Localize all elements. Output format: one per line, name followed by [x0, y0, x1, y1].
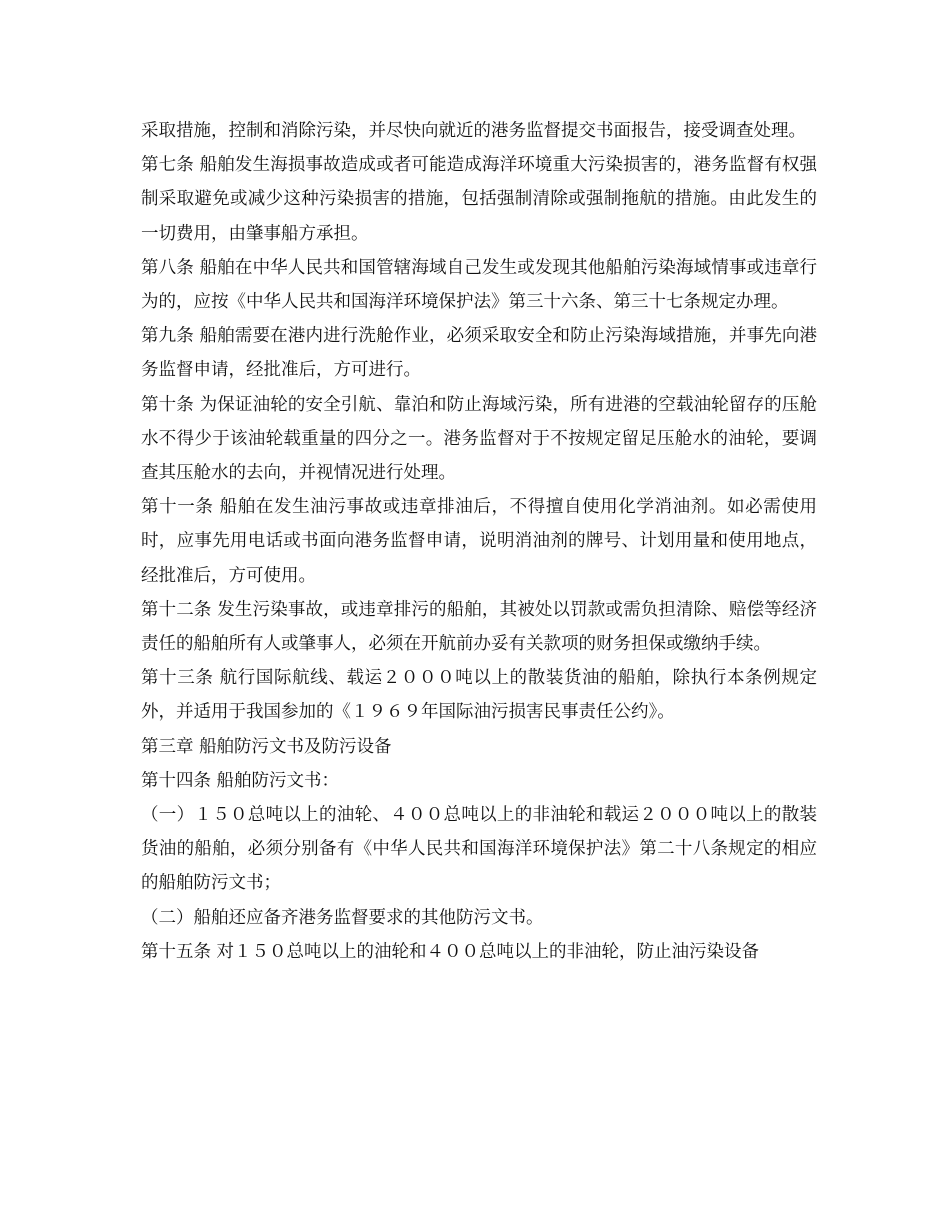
article-9: 第九条 船舶需要在港内进行洗舱作业，必须采取安全和防止污染海域措施，并事先向港务监督申请，经批准后，方可进行。 — [141, 326, 817, 381]
article-13: 第十三条 航行国际航线、载运２０００吨以上的散装货油的船舶，除执行本条例规定外，并适用于我国参加的《１９６９年国际油污损害民事责任公约》。 — [141, 668, 817, 723]
article-14: 第十四条 船舶防污文书： — [141, 770, 340, 791]
article-10: 第十条 为保证油轮的安全引航、靠泊和防止海域污染，所有进港的空载油轮留存的压舱水不得少于该油轮载重量的四分之一。港务监督对于不按规定留足压舱水的油轮，要调查其压舱水的去向，并视情况进行处理。 — [141, 394, 817, 484]
document-body — [141, 114, 817, 969]
article-8: 第八条 船舶在中华人民共和国管辖海域自己发生或发现其他船舶污染海域情事或违章行为的，应按《中华人民共和国海洋环境保护法》第三十六条、第三十七条规定办理。 — [141, 257, 817, 313]
article-12: 第十二条 发生污染事故，或违章排污的船舶，其被处以罚款或需负担清除、赔偿等经济责任的船舶所有人或肇事人，必须在开航前办妥有关款项的财务担保或缴纳手续。 — [141, 599, 817, 655]
article-11: 第十一条 船舶在发生油污事故或违章排油后，不得擅自使用化学消油剂。如必需使用时，应事先用电话或书面向港务监督申请，说明消油剂的牌号、计划用量和使用地点，经批准后，方可使用。 — [141, 497, 817, 586]
article-14-item-2: （二）船舶还应备齐港务监督要求的其他防污文书。 — [141, 907, 544, 928]
paragraph-continuation: 采取措施，控制和消除污染，并尽快向就近的港务监督提交书面报告，接受调查处理。 — [141, 121, 806, 141]
article-14-item-1: （一）１５０总吨以上的油轮、４００总吨以上的非油轮和载运２０００吨以上的散装货油的船舶，必须分别备有《中华人民共和国海洋环境保护法》第二十八条规定的相应的船舶防污文书； — [141, 805, 817, 894]
article-7: 第七条 船舶发生海损事故造成或者可能造成海洋环境重大污染损害的，港务监督有权强制采取避免或减少这种污染损害的措施，包括强制清除或强制拖航的措施。由此发生的一切费用，由肇事船方承担。 — [141, 155, 817, 244]
chapter-3-heading: 第三章 船舶防污文书及防污设备 — [141, 736, 392, 757]
article-15: 第十五条 对１５０总吨以上的油轮和４００总吨以上的非油轮，防止油污染设备 — [141, 941, 760, 962]
